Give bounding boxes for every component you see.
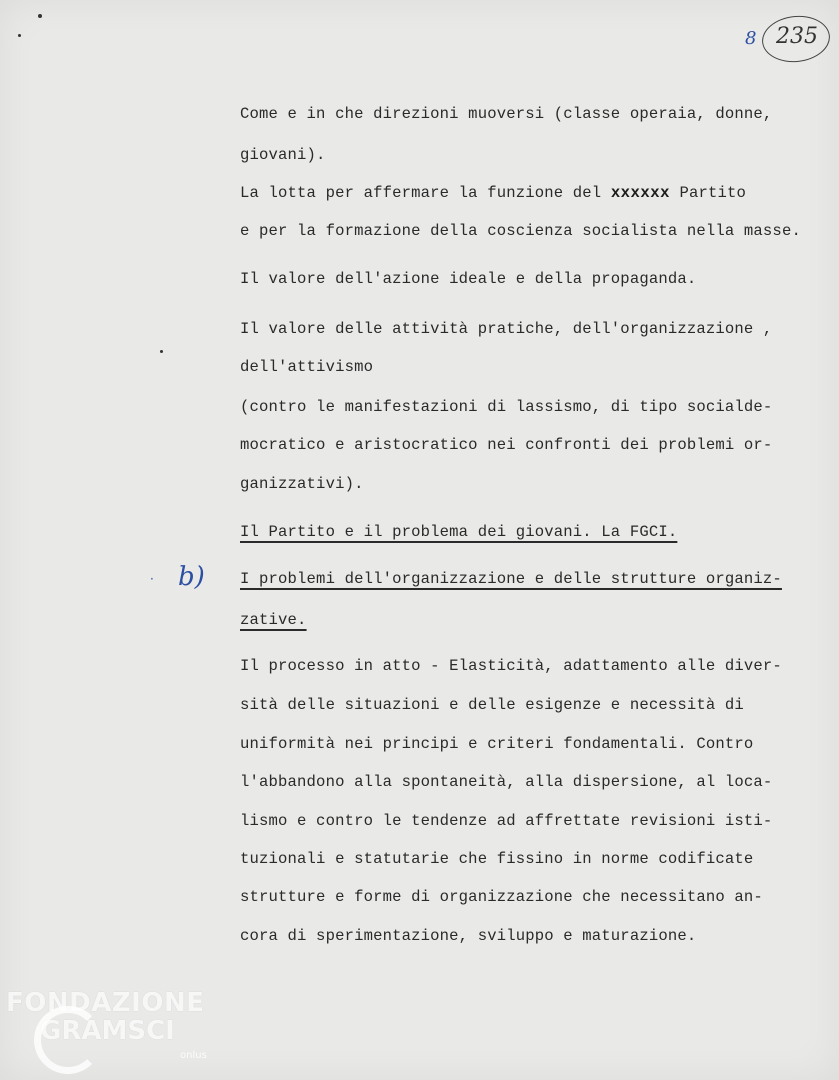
page-number-prefix: 8 (745, 28, 757, 49)
text-line: ganizzativi). (240, 475, 364, 493)
text-segment: Partito (669, 184, 747, 202)
text-line: e per la formazione della coscienza socialista nella masse. (240, 222, 801, 240)
text-line: sità delle situazioni e delle esigenze e necessità di (240, 696, 744, 714)
section-heading: I problemi dell'organizzazione e delle strutture organiz- (240, 570, 782, 588)
text-segment: La lotta per affermare la funzione del (240, 184, 611, 202)
margin-note-b: b) (178, 562, 205, 592)
text-line (240, 183, 746, 203)
struck-out-word: xxxxxx (610, 184, 670, 202)
text-line: Il valore dell'azione ideale e della propaganda. (240, 270, 697, 288)
watermark-line1: FONDAZIONE (6, 988, 205, 1018)
watermark-sub: onlus (180, 1050, 207, 1061)
section-heading: Il Partito e il problema dei giovani. La FGCI. (240, 523, 678, 541)
section-heading-continued: zative. (240, 611, 307, 629)
text-line: uniformità nei principi e criteri fondamentali. Contro (240, 735, 754, 753)
watermark-line2: GRAMSCI (40, 1016, 175, 1046)
margin-dot: · (150, 572, 154, 586)
text-line: Come e in che direzioni muoversi (classe operaia, donne, (240, 105, 773, 123)
text-line: Il valore delle attività pratiche, dell'organizzazione , (240, 320, 773, 338)
text-line: strutture e forme di organizzazione che necessitano an- (240, 888, 763, 906)
text-line: giovani). (240, 146, 326, 164)
text-line: mocratico e aristocratico nei confronti dei problemi or- (240, 436, 773, 454)
page-number: 235 (776, 24, 818, 49)
logo-g-icon (34, 1006, 102, 1074)
text-line: Il processo in atto - Elasticità, adattamento alle diver- (240, 657, 782, 675)
paper-speck (160, 350, 163, 353)
text-line: l'abbandono alla spontaneità, alla dispersione, al loca- (240, 773, 773, 791)
text-line: (contro le manifestazioni di lassismo, di tipo socialde- (240, 398, 773, 416)
fondazione-gramsci-watermark (6, 988, 207, 1061)
text-line: lismo e contro le tendenze ad affrettate revisioni isti- (240, 812, 773, 830)
text-line: tuzionali e statutarie che fissino in norme codificate (240, 850, 754, 868)
text-line: dell'attivismo (240, 358, 374, 376)
text-line: cora di sperimentazione, sviluppo e maturazione. (240, 927, 697, 945)
paper-speck (38, 14, 42, 18)
paper-speck (18, 34, 21, 37)
